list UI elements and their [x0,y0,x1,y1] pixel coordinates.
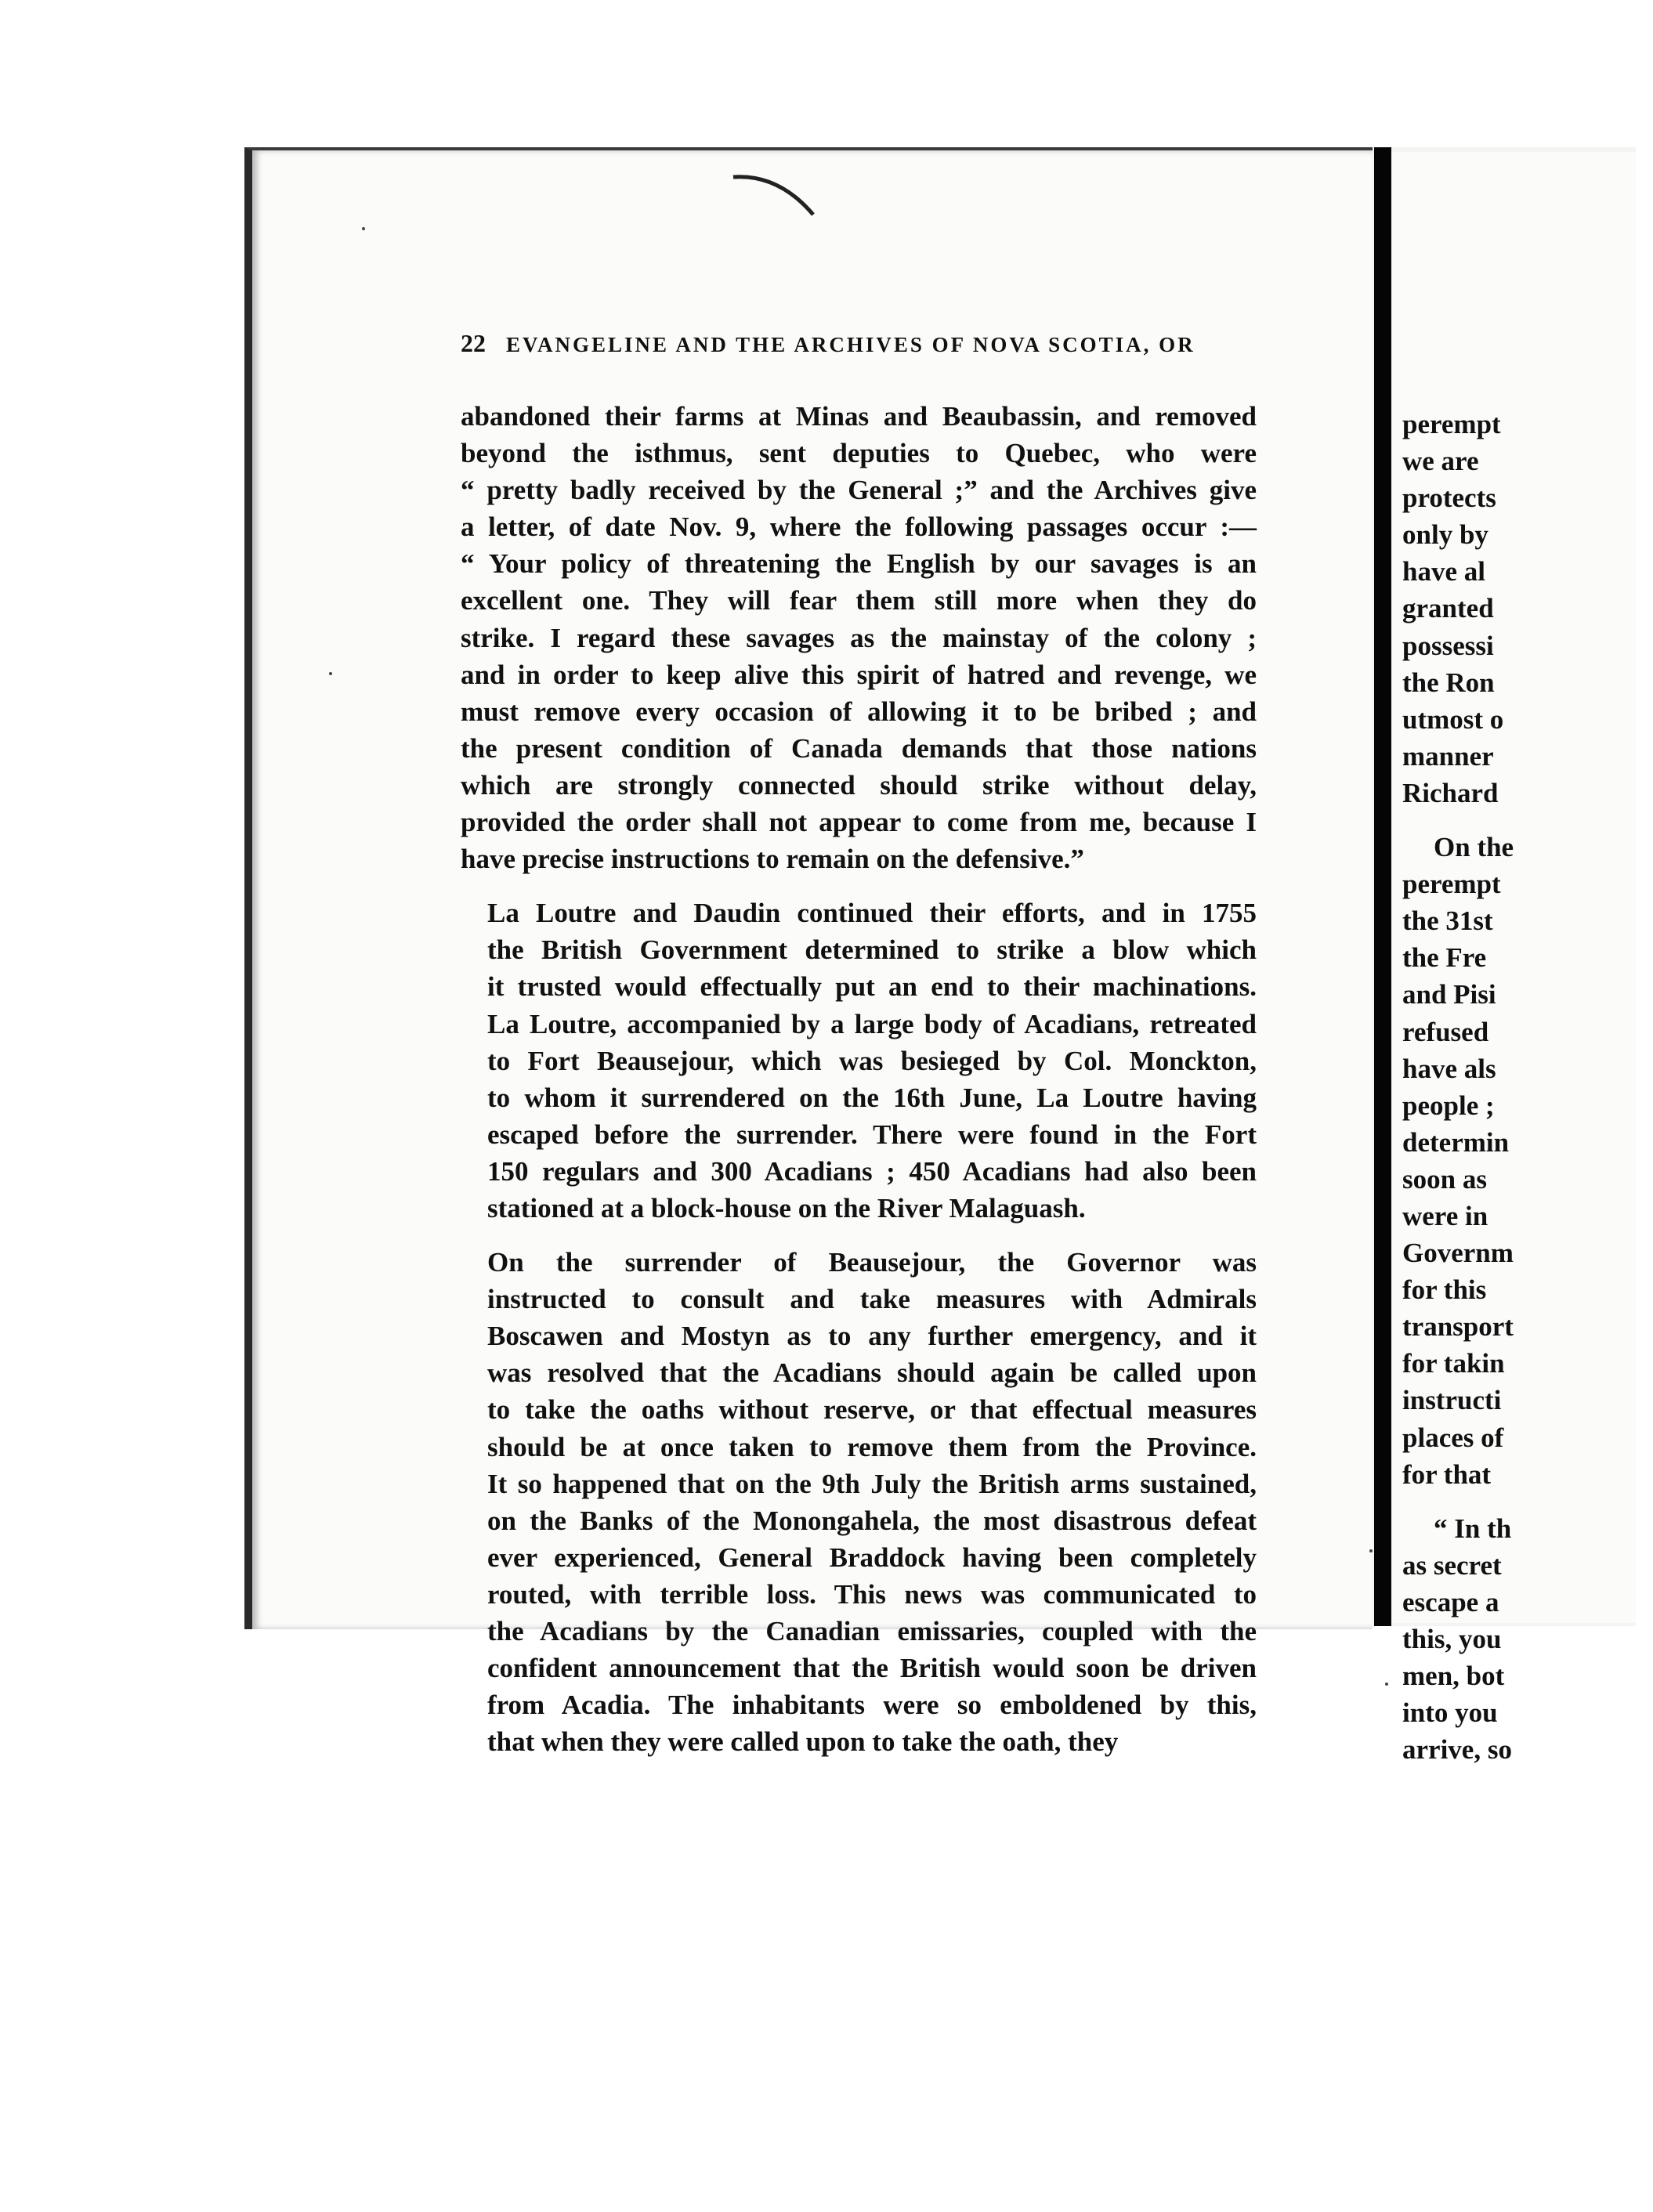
page-number: 22 [461,329,486,357]
text-line: excellent one. They will fear them still more when they do [461,585,1257,616]
text-line: for takin [1402,1348,1505,1379]
text-line: “ Your policy of threatening the English by our savages is an [461,548,1257,580]
text-line: perempt [1402,409,1501,439]
text-line: and Pisi [1402,979,1496,1010]
text-line: on the Banks of the Monongahela, the most disastrous defeat [487,1505,1257,1536]
text-line: Boscawen and Mostyn as to any further emergency, and it [487,1321,1257,1352]
text-line: protects [1402,483,1496,514]
scan-speck [1385,1682,1388,1686]
text-line: must remove every occasion of allowing it to be bribed ; and [461,696,1257,727]
text-line: On the [1434,832,1514,863]
text-line: “ In th [1434,1513,1512,1544]
text-line: On the surrender of Beausejour, the Governor was [487,1247,1257,1278]
text-line: beyond the isthmus, sent deputies to Quebec, who were [461,438,1257,469]
text-line: instructed to consult and take measures with Admirals [487,1284,1257,1315]
text-line: transport [1402,1311,1514,1343]
running-head-title: EVANGELINE AND THE ARCHIVES OF NOVA SCOTIA, OR [506,333,1195,356]
text-line: as secret [1402,1549,1502,1581]
right-page-fragment [1391,152,1636,1766]
paragraph-gap [1402,1493,1653,1510]
text-line: manner [1402,740,1494,772]
text-line: for that [1402,1458,1492,1490]
paragraph [461,398,1257,877]
text-line: have als [1402,1053,1496,1084]
text-line: Governm [1402,1238,1514,1269]
body-text [461,398,1257,1760]
text-line: this, you [1402,1624,1502,1654]
scan-speck [1369,1549,1373,1552]
text-line: possessi [1402,630,1494,661]
text-line: to take the oaths without reserve, or that effectual measures [487,1394,1257,1426]
text-line: provided the order shall not appear to come from me, because I [461,807,1257,838]
text-line: was resolved that the Acadians should again be called upon [487,1357,1257,1389]
text-line: we are [1402,446,1479,477]
text-line: and in order to keep alive this spirit of hatred and revenge, we [461,659,1257,690]
paragraph-gap [1402,811,1653,829]
text-line: escaped before the surrender. There were found in the Fort [487,1119,1257,1150]
text-line: abandoned their farms at Minas and Beaubassin, and removed [461,401,1257,432]
scan-speck [329,672,332,675]
text-line: into you [1402,1697,1498,1729]
text-line: people ; [1402,1090,1495,1121]
text-line: the British Government determined to strike a blow which [487,934,1257,966]
text-line: should be at once taken to remove them from the Province. [487,1431,1257,1462]
text-line: the 31st [1402,905,1493,937]
text-line: arrive, so [1402,1734,1512,1766]
text-line: which are strongly connected should strike without delay, [461,769,1257,801]
text-line: 150 regulars and 300 Acadians ; 450 Acadians had also been [487,1155,1257,1187]
text-line: for this [1402,1274,1487,1306]
book-gutter [1374,147,1391,1626]
text-line: were in [1402,1200,1488,1231]
paragraph [461,1244,1257,1760]
text-line: from Acadia. The inhabitants were so emboldened by this, [487,1690,1257,1721]
text-line: stationed at a block-house on the River Malaguash. [487,1192,1086,1223]
pencil-mark-icon [732,166,818,221]
text-line: ever experienced, General Braddock having been completely [487,1542,1257,1573]
text-line: places of [1402,1422,1504,1453]
text-line: a letter, of date Nov. 9, where the following passages occur :— [461,511,1257,543]
left-page [244,147,1373,1758]
text-line: utmost o [1402,703,1504,735]
text-line: escape a [1402,1586,1499,1617]
paragraph [461,895,1257,1227]
text-line: “ pretty badly received by the General ;” and the Archives give [461,475,1257,506]
text-line: to Fort Beausejour, which was besieged by Col. Monckton, [487,1045,1257,1076]
text-line: perempt [1402,869,1501,900]
text-line: refused [1402,1016,1489,1047]
text-line: It so happened that on the 9th July the British arms sustained, [487,1468,1257,1499]
scanned-book-spread [244,147,1636,1766]
text-line: Richard [1402,777,1499,808]
text-line: routed, with terrible loss. This news was communicated to [487,1578,1257,1610]
text-line: the Acadians by the Canadian emissaries, coupled with the [487,1616,1257,1646]
text-line: have al [1402,556,1485,587]
text-line: men, bot [1402,1661,1505,1692]
text-line: granted [1402,593,1494,624]
text-line: soon as [1402,1163,1487,1195]
text-line: the present condition of Canada demands that those nations [461,732,1257,764]
text-line: La Loutre and Daudin continued their efforts, and in 1755 [487,898,1257,929]
text-line: determin [1402,1126,1510,1158]
scan-speck [362,227,365,230]
running-head [461,329,1244,358]
text-line: La Loutre, accompanied by a large body of Acadians, retreated [487,1008,1257,1039]
text-line: the Ron [1402,667,1495,698]
text-line: have precise instructions to remain on the defensive.” [461,844,1084,875]
text-line: only by [1402,519,1488,551]
text-line: to whom it surrendered on the 16th June, La Loutre having [487,1082,1257,1113]
text-line: it trusted would effectually put an end to their machinations. [487,971,1257,1003]
text-line: strike. I regard these savages as the mainstay of the colony ; [461,622,1257,653]
right-page-text [1402,406,1653,1768]
text-line: confident announcement that the British would soon be driven [487,1653,1257,1684]
text-line: the Fre [1402,942,1487,974]
text-line: instructi [1402,1385,1502,1416]
text-line: that when they were called upon to take the oath, they [487,1726,1119,1758]
